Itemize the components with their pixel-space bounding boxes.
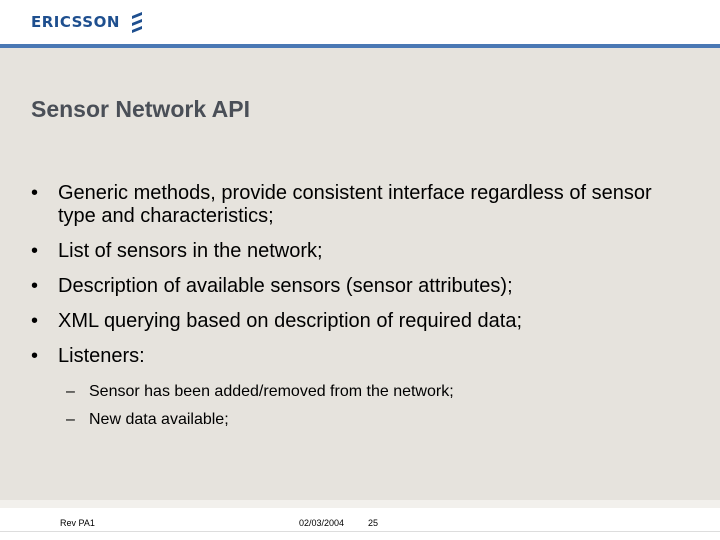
sub-bullet-item	[66, 382, 454, 402]
footer-revision: Rev PA1	[60, 518, 95, 528]
sub-bullet-list	[66, 382, 454, 438]
ericsson-logo	[31, 9, 145, 35]
logo-wordmark: ERICSSON	[31, 13, 120, 31]
bullet-marker: •	[31, 182, 39, 204]
footer-page-number: 25	[368, 518, 379, 528]
sub-bullet-marker: –	[66, 383, 75, 400]
bullet-text: Generic methods, provide consistent interface regardless of sensor type and characteristics;	[58, 182, 652, 227]
bullet-item	[31, 240, 691, 263]
sub-bullet-item	[66, 410, 454, 430]
slide-header	[0, 0, 720, 44]
bullet-marker: •	[31, 310, 39, 332]
bullet-item	[31, 182, 691, 228]
bullet-text: Listeners:	[58, 345, 145, 367]
sub-bullet-text: Sensor has been added/removed from the network;	[89, 383, 454, 400]
sub-bullet-marker: –	[66, 411, 75, 428]
bullet-item	[31, 310, 691, 333]
slide-footer	[0, 508, 720, 540]
footer-band	[0, 500, 720, 508]
bullet-marker: •	[31, 240, 39, 262]
footer-divider	[0, 531, 720, 532]
bullet-marker: •	[31, 345, 39, 367]
bullet-text: List of sensors in the network;	[58, 240, 323, 262]
bullet-text: XML querying based on description of required data;	[58, 310, 522, 332]
bullet-item	[31, 275, 691, 298]
bullet-marker: •	[31, 275, 39, 297]
sub-bullet-text: New data available;	[89, 411, 229, 428]
bullet-text: Description of available sensors (sensor attributes);	[58, 275, 513, 297]
bullet-item	[31, 345, 691, 368]
ericsson-logo-icon	[129, 11, 145, 33]
bullet-list	[31, 182, 691, 380]
header-divider	[0, 44, 720, 48]
footer-date: 02/03/2004	[299, 518, 345, 528]
slide-title: Sensor Network API	[31, 96, 250, 122]
